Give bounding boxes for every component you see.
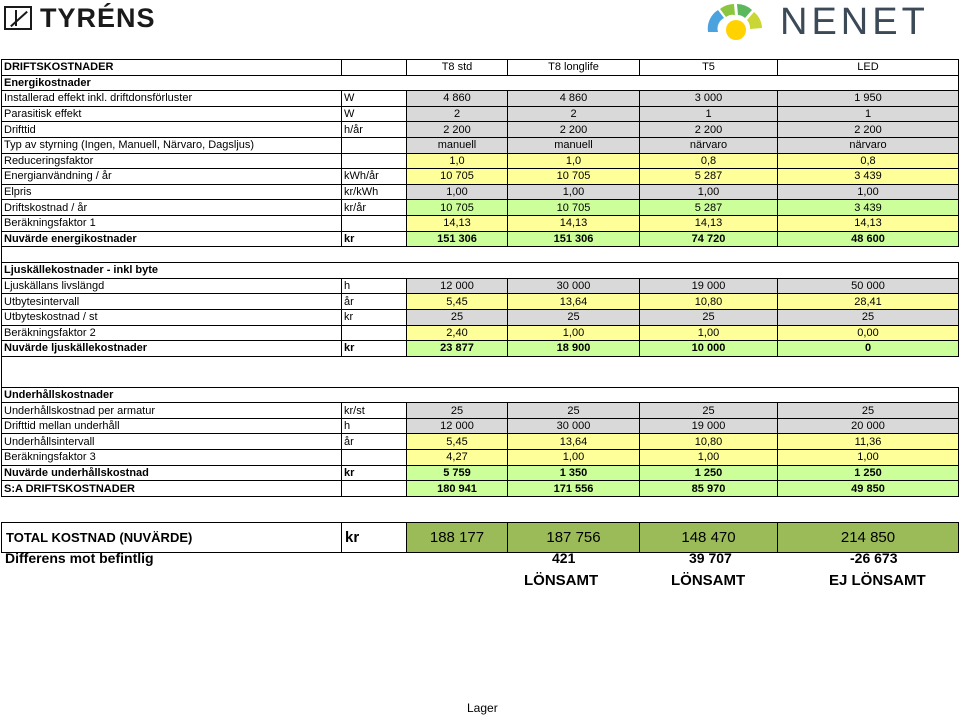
row-label: Nuvärde underhållskostnad <box>2 465 342 481</box>
row-value: 180 941 <box>407 481 508 497</box>
data-row <box>2 153 959 169</box>
operating-cost-table <box>1 59 959 497</box>
data-row <box>2 122 959 138</box>
row-value: 19 000 <box>640 278 778 294</box>
row-value: 1,00 <box>508 184 640 200</box>
row-unit <box>342 481 407 497</box>
row-value: 1,0 <box>407 153 508 169</box>
row-value: närvaro <box>640 137 778 153</box>
data-row <box>2 450 959 466</box>
row-value: 11,36 <box>778 434 959 450</box>
data-row <box>2 325 959 341</box>
row-value: 49 850 <box>778 481 959 497</box>
column-header: T8 std <box>407 60 508 76</box>
row-value: 30 000 <box>508 418 640 434</box>
row-value: 1,00 <box>508 325 640 341</box>
row-value: 2 200 <box>640 122 778 138</box>
row-label: Drifttid <box>2 122 342 138</box>
data-row <box>2 403 959 419</box>
column-header: LED <box>778 60 959 76</box>
row-label: S:A DRIFTSKOSTNADER <box>2 481 342 497</box>
row-value: 25 <box>640 309 778 325</box>
row-value: 5 287 <box>640 169 778 185</box>
row-label: Drifttid mellan underhåll <box>2 418 342 434</box>
row-value: 25 <box>778 309 959 325</box>
row-label: Parasitisk effekt <box>2 106 342 122</box>
verdict-label: LÖNSAMT <box>524 572 599 589</box>
data-row <box>2 215 959 231</box>
section-title: Underhållskostnader <box>2 387 959 403</box>
data-row <box>2 91 959 107</box>
row-unit <box>342 325 407 341</box>
row-unit <box>342 450 407 466</box>
header-row <box>2 60 959 76</box>
row-value: 19 000 <box>640 418 778 434</box>
row-value: 2 200 <box>407 122 508 138</box>
data-row <box>2 294 959 310</box>
row-label: Beräkningsfaktor 2 <box>2 325 342 341</box>
row-value: 10 705 <box>508 169 640 185</box>
nenet-logo <box>704 2 958 42</box>
row-value: 1,00 <box>508 450 640 466</box>
total-label: TOTAL KOSTNAD (NUVÄRDE) <box>2 523 342 553</box>
verdict-label: EJ LÖNSAMT <box>829 572 926 589</box>
data-row <box>2 341 959 357</box>
row-value: 1,00 <box>778 184 959 200</box>
row-unit: h/år <box>342 122 407 138</box>
total-value: 188 177 <box>407 523 508 553</box>
row-value: 1,00 <box>640 450 778 466</box>
total-table <box>1 522 959 553</box>
spacer-row <box>2 356 959 387</box>
row-value: 0,00 <box>778 325 959 341</box>
row-value: 10 705 <box>407 200 508 216</box>
row-value: 10,80 <box>640 294 778 310</box>
data-row <box>2 481 959 497</box>
row-value: 14,13 <box>508 215 640 231</box>
row-value: 4 860 <box>407 91 508 107</box>
row-unit: år <box>342 294 407 310</box>
row-unit: kr <box>342 341 407 357</box>
row-label: Installerad effekt inkl. driftdonsförluster <box>2 91 342 107</box>
row-value: 1,00 <box>640 184 778 200</box>
row-value: 25 <box>640 403 778 419</box>
row-value: 13,64 <box>508 294 640 310</box>
row-value: 5 759 <box>407 465 508 481</box>
row-label: Utbyteskostnad / st <box>2 309 342 325</box>
row-value: 85 970 <box>640 481 778 497</box>
difference-label: Differens mot befintlig <box>5 550 154 566</box>
spacer-row <box>2 247 959 263</box>
row-unit: h <box>342 418 407 434</box>
row-value: 1,0 <box>508 153 640 169</box>
row-unit: W <box>342 106 407 122</box>
row-unit: W <box>342 91 407 107</box>
row-value: 25 <box>407 403 508 419</box>
row-label: Typ av styrning (Ingen, Manuell, Närvaro, Dagsljus) <box>2 137 342 153</box>
row-label: Underhållsintervall <box>2 434 342 450</box>
data-row <box>2 137 959 153</box>
section-header-row <box>2 75 959 91</box>
row-value: 30 000 <box>508 278 640 294</box>
row-value: 13,64 <box>508 434 640 450</box>
row-unit: år <box>342 434 407 450</box>
row-label: Beräkningsfaktor 1 <box>2 215 342 231</box>
row-value: 14,13 <box>778 215 959 231</box>
row-value: 74 720 <box>640 231 778 247</box>
row-value: 4,27 <box>407 450 508 466</box>
row-unit: kr <box>342 465 407 481</box>
tyrens-logo <box>4 4 164 32</box>
row-value: 1 <box>778 106 959 122</box>
row-value: 10 705 <box>508 200 640 216</box>
row-unit <box>342 153 407 169</box>
row-value: 1,00 <box>778 450 959 466</box>
row-value: 5 287 <box>640 200 778 216</box>
nenet-wordmark: NENET <box>780 1 929 43</box>
data-row <box>2 278 959 294</box>
row-unit: kr/år <box>342 200 407 216</box>
total-value: 148 470 <box>640 523 778 553</box>
row-value: 1,00 <box>640 325 778 341</box>
row-value: 1 250 <box>640 465 778 481</box>
row-value: 14,13 <box>407 215 508 231</box>
row-value: 25 <box>778 403 959 419</box>
row-label: Nuvärde ljuskällekostnader <box>2 341 342 357</box>
row-value: 10 705 <box>407 169 508 185</box>
row-value: 25 <box>407 309 508 325</box>
data-row <box>2 309 959 325</box>
row-value: 151 306 <box>407 231 508 247</box>
row-unit: h <box>342 278 407 294</box>
data-row <box>2 184 959 200</box>
section-title: Energikostnader <box>2 75 959 91</box>
row-label: Underhållskostnad per armatur <box>2 403 342 419</box>
row-unit: kr/st <box>342 403 407 419</box>
row-value: 12 000 <box>407 418 508 434</box>
row-value: 2 <box>407 106 508 122</box>
row-value: 2 200 <box>778 122 959 138</box>
row-value: 18 900 <box>508 341 640 357</box>
data-row <box>2 465 959 481</box>
row-value: 14,13 <box>640 215 778 231</box>
data-row <box>2 434 959 450</box>
row-value: 3 439 <box>778 200 959 216</box>
data-row <box>2 106 959 122</box>
row-unit: kr <box>342 231 407 247</box>
row-label: Ljuskällans livslängd <box>2 278 342 294</box>
data-row <box>2 169 959 185</box>
row-value: 10,80 <box>640 434 778 450</box>
difference-value: 39 707 <box>689 550 732 566</box>
column-header: T8 longlife <box>508 60 640 76</box>
column-header: T5 <box>640 60 778 76</box>
row-value: 3 000 <box>640 91 778 107</box>
row-label: Utbytesintervall <box>2 294 342 310</box>
row-value: 23 877 <box>407 341 508 357</box>
row-value: 151 306 <box>508 231 640 247</box>
tyrens-mark-icon <box>4 6 32 30</box>
data-row <box>2 418 959 434</box>
total-value: 214 850 <box>778 523 959 553</box>
row-value: 5,45 <box>407 294 508 310</box>
difference-value: -26 673 <box>850 550 898 566</box>
sheet-tab-label: Lager <box>467 701 498 715</box>
row-value: 5,45 <box>407 434 508 450</box>
row-value: närvaro <box>778 137 959 153</box>
row-value: 1,00 <box>407 184 508 200</box>
row-label: Driftskostnad / år <box>2 200 342 216</box>
section-header-row <box>2 263 959 279</box>
difference-value: 421 <box>552 550 576 566</box>
row-value: 0,8 <box>640 153 778 169</box>
row-value: 48 600 <box>778 231 959 247</box>
row-value: 25 <box>508 309 640 325</box>
row-value: 1 950 <box>778 91 959 107</box>
row-unit: kWh/år <box>342 169 407 185</box>
row-value: 20 000 <box>778 418 959 434</box>
row-value: 4 860 <box>508 91 640 107</box>
row-value: 171 556 <box>508 481 640 497</box>
data-row <box>2 231 959 247</box>
total-row <box>2 523 959 553</box>
row-value: 1 250 <box>778 465 959 481</box>
row-value: 0,8 <box>778 153 959 169</box>
row-value: 2 200 <box>508 122 640 138</box>
row-label: Reduceringsfaktor <box>2 153 342 169</box>
row-value: 25 <box>508 403 640 419</box>
row-unit <box>342 215 407 231</box>
row-unit: kr <box>342 309 407 325</box>
row-value: 0 <box>778 341 959 357</box>
row-value: manuell <box>508 137 640 153</box>
row-value: 2,40 <box>407 325 508 341</box>
total-unit: kr <box>342 523 407 553</box>
row-value: 12 000 <box>407 278 508 294</box>
verdict-label: LÖNSAMT <box>671 572 746 589</box>
nenet-sun-icon <box>704 2 780 42</box>
data-row <box>2 200 959 216</box>
row-unit: kr/kWh <box>342 184 407 200</box>
row-value: 10 000 <box>640 341 778 357</box>
section-header-row <box>2 387 959 403</box>
row-value: 2 <box>508 106 640 122</box>
row-value: 50 000 <box>778 278 959 294</box>
row-value: manuell <box>407 137 508 153</box>
total-value: 187 756 <box>508 523 640 553</box>
row-value: 1 <box>640 106 778 122</box>
header-title: DRIFTSKOSTNADER <box>2 60 342 76</box>
row-label: Beräkningsfaktor 3 <box>2 450 342 466</box>
row-value: 28,41 <box>778 294 959 310</box>
row-value: 1 350 <box>508 465 640 481</box>
row-label: Energianvändning / år <box>2 169 342 185</box>
row-label: Elpris <box>2 184 342 200</box>
row-label: Nuvärde energikostnader <box>2 231 342 247</box>
tyrens-wordmark: TYRÉNS <box>40 3 156 33</box>
section-title: Ljuskällekostnader - inkl byte <box>2 263 959 279</box>
row-value: 3 439 <box>778 169 959 185</box>
row-unit <box>342 137 407 153</box>
